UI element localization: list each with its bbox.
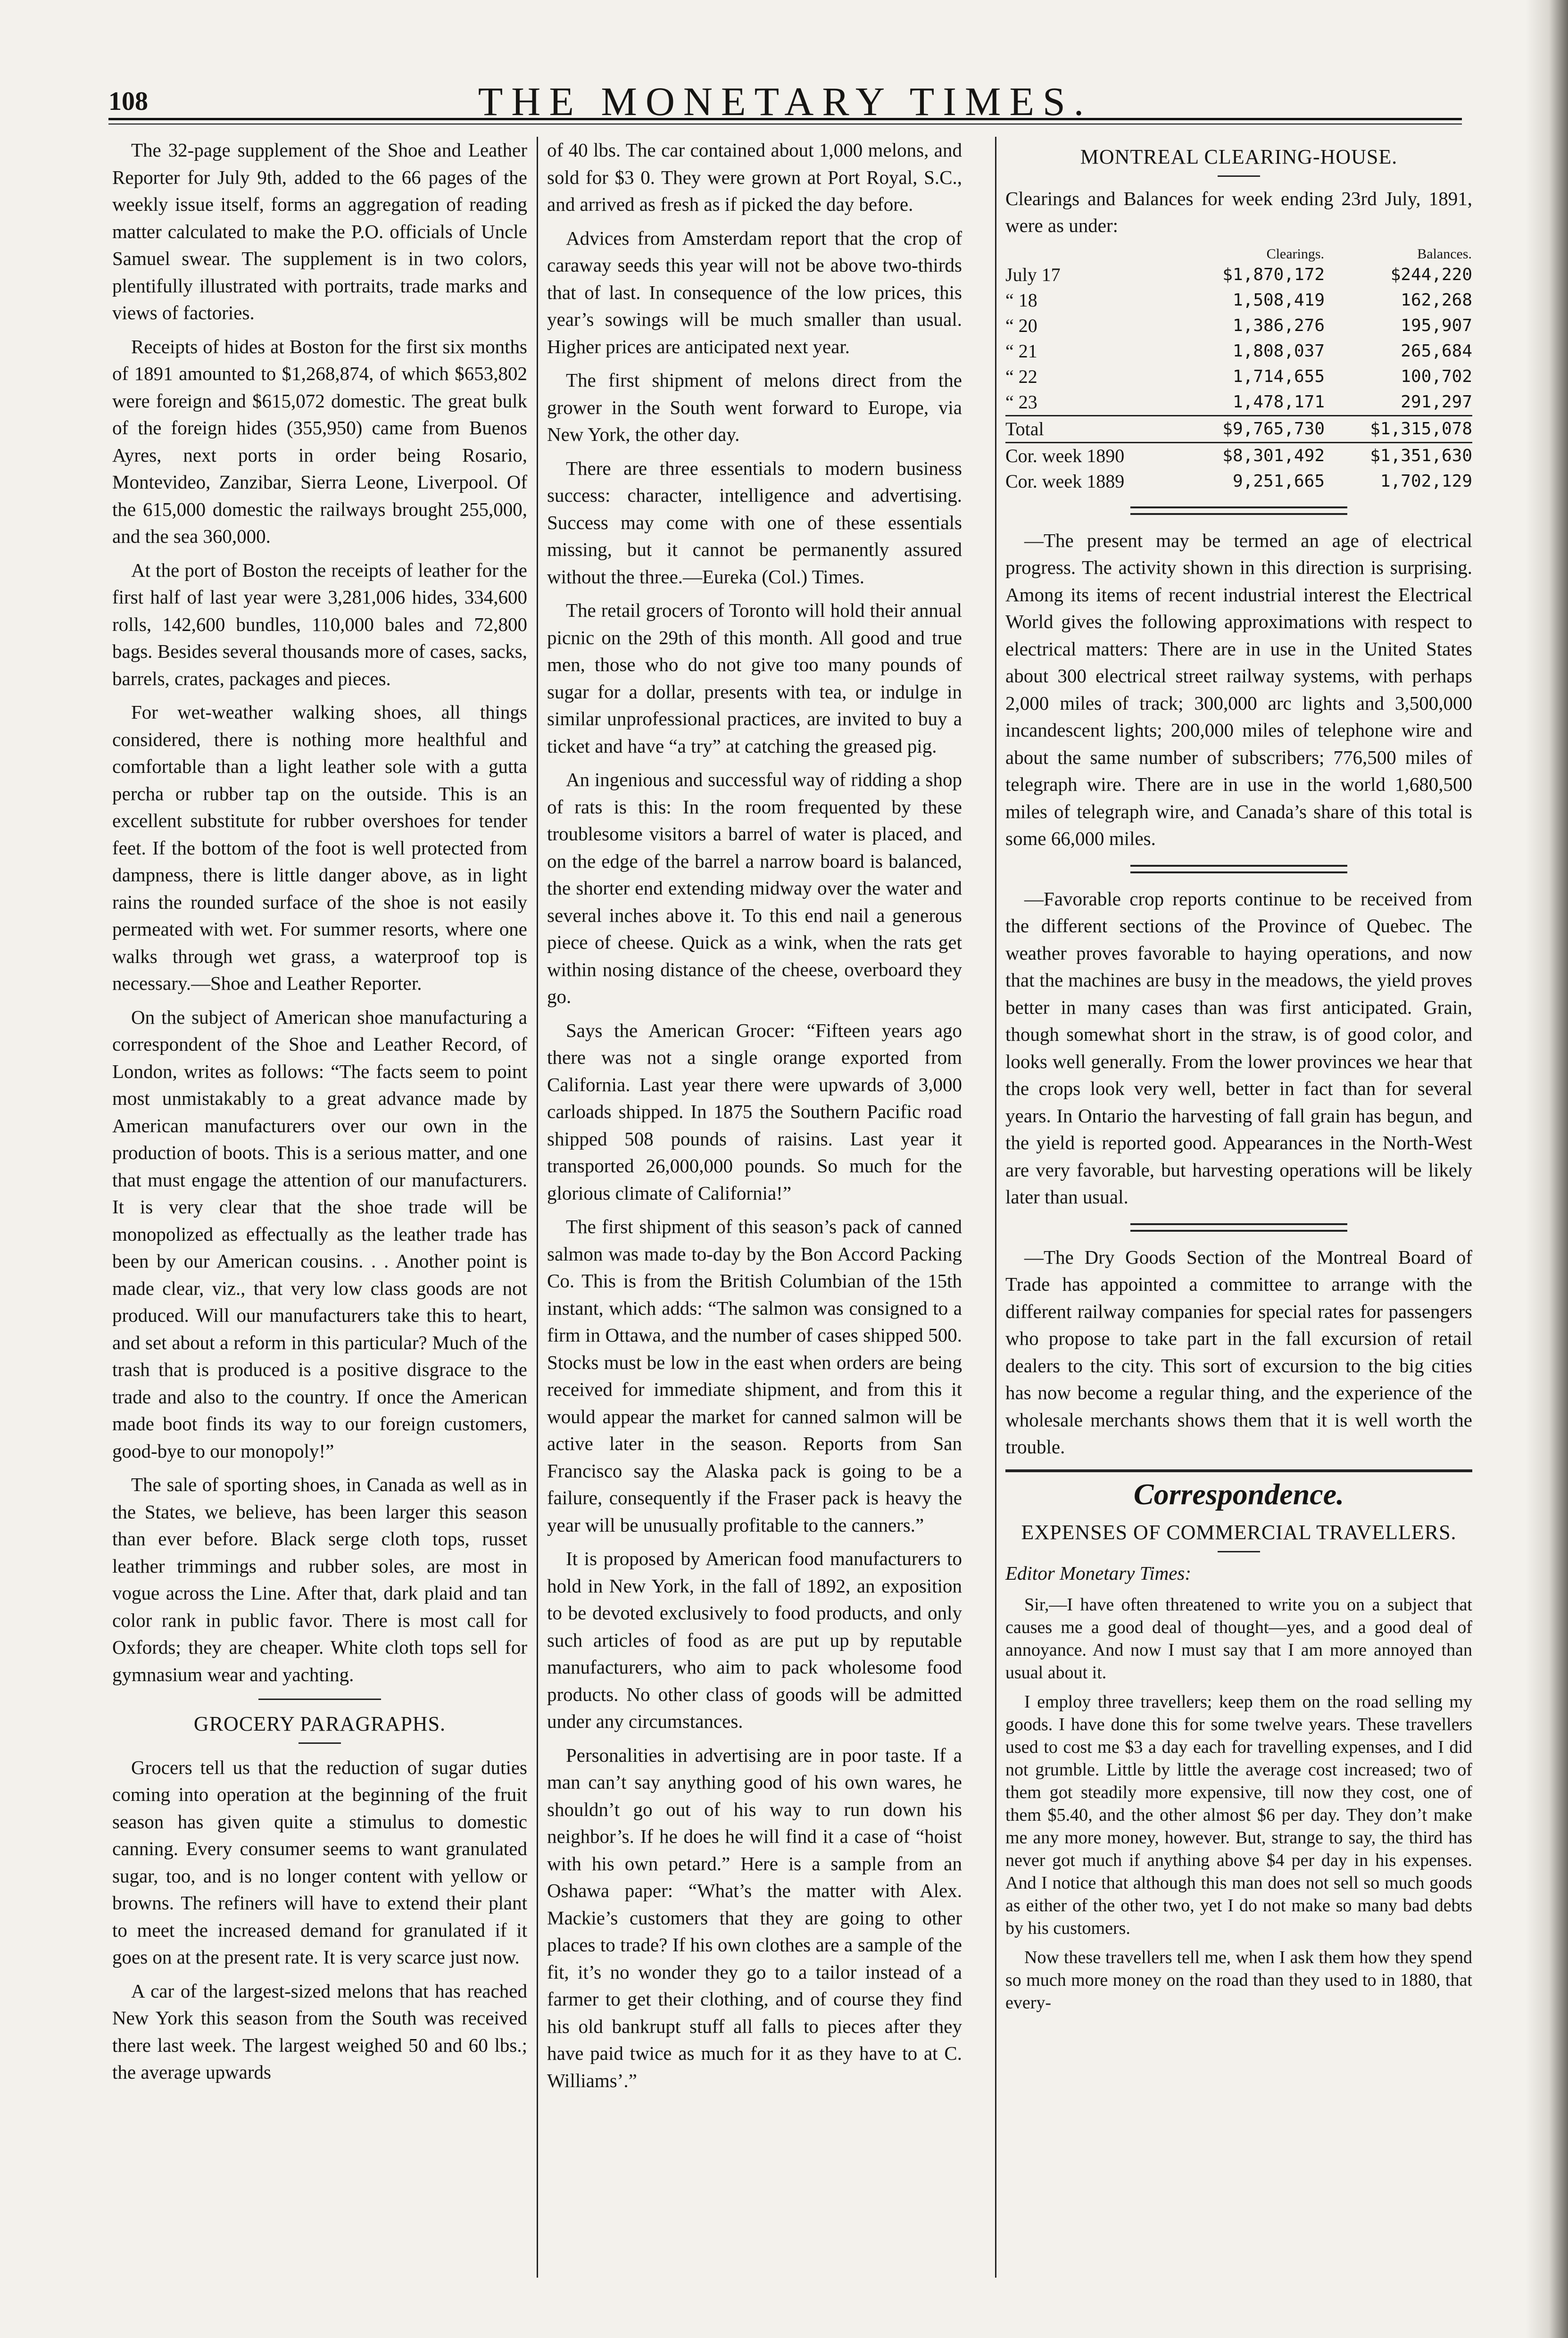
letter-paragraph: Sir,—I have often threatened to write you on a subject that causes me a good deal of thought—yes, and a good deal of annoyance. And now I must say that I am more annoyed than usual about it. [1005, 1595, 1472, 1683]
row-balances: 291,297 [1401, 392, 1472, 412]
article-paragraph: The retail grocers of Toronto will hold their annual picnic on the 29th of this month. All good and true men, those who do not give too many pounds of sugar for a dollar, presents with tea, or indulge in similar unprofessional practices, are invited to buy a ticket and have “a try” at catching the greased pig. [547, 599, 962, 757]
section-divider [1130, 506, 1347, 515]
article-paragraph: Personalities in advertising are in poor taste. If a man can’t say anything good of his own wares, he shouldn’t go out of his way to run down his neighbor’s. If he does he will find it a case of “hoist with his own petard.” Here is a sample from an Oshawa paper: “What’s the matter with Alex. Mackie’s customers that they are going to other places to trade? If his own clothes are a sample of the fit, it’s no wonder they go to a tailor instead of a farmer to get their clothing, and of course they find his old bankrupt stuff all falls to pieces after they have paid twice as much for it as they have to at C. Williams’.” [547, 1744, 962, 2091]
row-balances: 162,268 [1401, 290, 1472, 310]
section-title-grocery: GROCERY PARAGRAPHS. [193, 1712, 446, 1735]
total-row [1005, 415, 1472, 442]
letter-paragraph: I employ three travellers; keep them on the road selling my goods. I have done this for some twelve years. These travellers used to cost me $3 a day each for travelling expenses, and I did not grumble. Little by little the average cost increased; two of them got steadily more expensive, till now they cost, one of them $5.40, and the other almost $6 per day. They don’t make me any more money, however. But, strange to say, the third has never got much if anything above $4 per day in his expenses. And I notice that although this man does not sell so much goods as either of the other two, yet I do not make so many bad debts by his customers. [1005, 1692, 1472, 1938]
row-clearings: 1,808,037 [1232, 341, 1325, 361]
scan-edge-shadow [1526, 0, 1568, 2338]
row-clearings: 1,714,655 [1232, 366, 1325, 386]
table-row [1005, 364, 1472, 390]
article-paragraph: The first shipment of this season’s pack of canned salmon was made to-day by the Bon Accord Packing Co. This is from the British Columbian of the 15th instant, which adds: “The salmon was consigned to a firm in Ottawa, and the number of cases shipped 500. Stocks must be low in the east when orders are being received for immediate shipment, and from this it would appear the market for canned salmon will be active later in the season. Reports from San Francisco say the Alaska pack is going to be a failure, consequently if the Fraser pack is heavy the year will be unusually profitable to the canners.” [547, 1216, 962, 1536]
article-paragraph: Advices from Amsterdam report that the crop of caraway seeds this year will not be above two-thirds that of last. In consequence of the low prices, this year’s sowings will be much smaller than usual. Higher prices are anticipated next year. [547, 227, 962, 357]
column-1 [112, 137, 527, 2093]
row-day: Cor. week 1890 [1005, 442, 1177, 469]
letter-salutation: Editor Monetary Times: [1005, 1562, 1192, 1584]
row-day: “ 18 [1005, 289, 1037, 311]
total-clearings: $9,765,730 [1177, 415, 1325, 442]
page-header [108, 78, 1462, 134]
article-paragraph: The first shipment of melons direct from the grower in the South went forward to Europe, via New York, the other day. [547, 369, 962, 445]
table-row [1005, 339, 1472, 364]
row-balances: 100,702 [1401, 366, 1472, 386]
column-header-clearings: Clearings. [1266, 246, 1325, 262]
page-number: 108 [108, 87, 148, 116]
row-balances: $1,351,630 [1325, 442, 1472, 469]
column-2 [547, 137, 962, 2101]
column-3 [1005, 137, 1472, 2021]
article-paragraph: It is proposed by American food manufacturers to hold in New York, in the fall of 1892, an exposition to be devoted exclusively to food products, and only such articles of food as are put up by reputable manufacturers, who aim to pack wholesome food products. No other class of goods will be admitted under any circumstances. [547, 1548, 962, 1732]
row-clearings: 1,508,419 [1232, 290, 1325, 310]
article-paragraph: The sale of sporting shoes, in Canada as well as in the States, we believe, has been larger this season than ever before. Black serge cloth tops, russet leather trimmings and rubber soles, are most in vogue across the Line. After that, dark plaid and tan color rank in public favor. There is most call for Oxfords; they are cheaper. White cloth tops sell for gymnasium wear and yachting. [112, 1474, 527, 1685]
row-day: July 17 [1005, 264, 1061, 285]
letter-title: EXPENSES OF COMMERCIAL TRAVELLERS. [1021, 1521, 1457, 1544]
section-divider [1130, 1223, 1347, 1232]
article-paragraph: At the port of Boston the receipts of leather for the first half of last year were 3,281,006 hides, 334,600 rolls, 142,600 bundles, 110,000 bales and 72,800 bags. Besides several thousands more of cases, sacks, barrels, crates, packages and pieces. [112, 559, 527, 689]
row-day: Cor. week 1889 [1005, 470, 1125, 492]
row-day: “ 22 [1005, 365, 1037, 387]
article-paragraph: Grocers tell us that the reduction of sugar duties coming into operation at the beginning of the fruit season has given quite a stimulus to domestic canning. Every consumer seems to want granulated sugar, too, and is no longer content with yellow or browns. The refiners will have to extend their plant to meet the increased demand for granulated if it goes on at the present rate. It is very scarce just now. [112, 1756, 527, 1968]
article-paragraph: For wet-weather walking shoes, all things considered, there is nothing more healthful and comfortable than a light leather sole with a gutta percha or rubber tap on the outside. This is an excellent substitute for rubber overshoes for tender feet. If the bottom of the foot is well protected from dampness, there is little danger above, as in light rains the rounded surface of the shoe is not easily permeated with wet. For summer resorts, where one walks through wet grass, a waterproof top is necessary.—Shoe and Leather Reporter. [112, 701, 527, 994]
row-clearings: $1,870,172 [1222, 265, 1325, 284]
clearing-table [1005, 246, 1472, 494]
table-row [1005, 313, 1472, 339]
row-clearings: 9,251,665 [1232, 471, 1325, 491]
letter-paragraph: Now these travellers tell me, when I ask them how they spend so much more money on the road than they used to in 1880, that every- [1005, 1948, 1472, 2013]
correspondence-banner: Correspondence. [1005, 1469, 1472, 1508]
row-balances: 265,684 [1401, 341, 1472, 361]
title-underline [1218, 1551, 1260, 1552]
clearing-intro: Clearings and Balances for week ending 23rd July, 1891, were as under: [1005, 187, 1472, 236]
row-balances: 195,907 [1401, 315, 1472, 335]
table-row [1005, 469, 1472, 494]
total-label: Total [1005, 415, 1177, 442]
column-rule-2 [995, 137, 996, 2278]
article-paragraph: The 32-page supplement of the Shoe and Leather Reporter for July 9th, added to the 66 pages of the weekly issue itself, forms an aggregation of reading matter calculated to make the P.O. officials of Uncle Samuel swear. The supplement is in two colors, plentifully illustrated with portraits, trade marks and views of factories. [112, 139, 527, 323]
article-paragraph: —Favorable crop reports continue to be received from the different sections of the Province of Quebec. The weather proves favorable to haying operations, and now that the machines are busy in the meadows, the yield proves better in many cases than was first anticipated. Grain, though somewhat short in the straw, is of good color, and looks well generally. From the lower provinces we hear that the crops look very well, better in fact than for several years. In Ontario the harvesting of fall grain has begun, and the yield is reported good. Appearances in the North-West are very favorable, but harvesting operations will be likely later than usual. [1005, 887, 1472, 1208]
table-header-row [1005, 246, 1472, 262]
article-paragraph: There are three essentials to modern business success: character, intelligence and advertising. Success may come with one of these essentials missing, but it cannot be permanently assured without the three.—Eureka (Col.) Times. [547, 457, 962, 588]
table-row [1005, 390, 1472, 416]
article-paragraph: A car of the largest-sized melons that has reached New York this season from the South was received there last week. The largest weighed 50 and 60 lbs.; the average upwards [112, 1980, 527, 2083]
row-day: “ 20 [1005, 315, 1037, 336]
section-title-clearing-house: MONTREAL CLEARING-HOUSE. [1080, 145, 1398, 168]
row-clearings: 1,478,171 [1232, 392, 1325, 412]
title-underline [1218, 175, 1260, 177]
title-underline [299, 1742, 341, 1744]
table-row [1005, 442, 1472, 469]
article-paragraph: Says the American Grocer: “Fifteen years ago there was not a single orange exported from California. Last year there were upwards of 3,000 carloads shipped. In 1875 the Southern Pacific road shipped 508 pounds of raisins. Last year it transported 26,000,000 pounds. So much for the glorious climate of California!” [547, 1019, 962, 1204]
section-divider [1130, 865, 1347, 873]
article-paragraph: —The Dry Goods Section of the Montreal Board of Trade has appointed a committee to arrange with the different railway companies for special rates for passengers who propose to take part in the fall excursion of retail dealers to the city. This sort of excursion to the big cities has now become a regular thing, and the experience of the wholesale merchants shows them that it is well worth the trouble. [1005, 1246, 1472, 1458]
article-paragraph: On the subject of American shoe manufacturing a correspondent of the Shoe and Leather Record, of London, writes as follows: “The facts seem to point most unmistakably to a great advance made by American manufacturers over our own in the production of boots. This is a serious matter, and one that must engage the attention of our manufacturers. It is very clear that the shoe trade will be monopolized as effectually as the leather trade has been by our American cousins. . . Another point is made clear, viz., that very low class goods are not produced. Will our manufacturers take this to heart, and set about a reform in this particular? Much of the trash that is produced is a positive disgrace to the trade and also to the country. If once the American made boot finds its way to our foreign customers, good-bye to our monopoly!” [112, 1006, 527, 1462]
article-paragraph: Receipts of hides at Boston for the first six months of 1891 amounted to $1,268,874, of which $653,802 were foreign and $615,072 domestic. The great bulk of the foreign hides (355,950) came from Buenos Ayres, next ports in order being Rosario, Montevideo, Zanzibar, Sierra Leone, Liverpool. Of the 615,000 domestic the railways brought 255,000, and the sea 360,000. [112, 335, 527, 547]
row-day: “ 23 [1005, 391, 1037, 413]
row-balances: 1,702,129 [1380, 471, 1472, 491]
header-rule [108, 118, 1462, 124]
article-paragraph: —The present may be termed an age of electrical progress. The activity shown in this direction is surprising. Among its items of recent industrial interest the Electrical World gives the following approximations with respect to electrical matters: There are in use in the United States about 300 electrical street railway systems, with perhaps 2,000 miles of track; 300,000 arc lights and 3,500,000 incandescent lights; 200,000 miles of telephone wire and about the same number of subscribers; 776,500 miles of telegraph wire. There are in use in the world 1,680,500 miles of telegraph wire, and Canada’s share of this total is some 66,000 miles. [1005, 529, 1472, 849]
column-rule-1 [537, 137, 538, 2278]
row-clearings: 1,386,276 [1232, 315, 1325, 335]
row-clearings: $8,301,492 [1177, 442, 1325, 469]
masthead-title: THE MONETARY TIMES. [478, 79, 1093, 124]
row-balances: $244,220 [1390, 265, 1472, 284]
row-day: “ 21 [1005, 340, 1037, 362]
table-row [1005, 288, 1472, 313]
article-paragraph: An ingenious and successful way of ridding a shop of rats is this: In the room frequented by these troublesome visitors a barrel of water is placed, and on the edge of the barrel a narrow board is balanced, the shorter end extending midway over the water and several inches above it. To this end nail a generous piece of cheese. Quick as a wink, when the rats get within nosing distance of the cheese, overboard they go. [547, 769, 962, 1007]
table-row [1005, 262, 1472, 288]
section-divider [258, 1699, 381, 1700]
total-balances: $1,315,078 [1325, 415, 1472, 442]
article-paragraph: of 40 lbs. The car contained about 1,000 melons, and sold for $3 0. They were grown at Port Royal, S.C., and arrived as fresh as if picked the day before. [547, 139, 962, 215]
column-header-balances: Balances. [1417, 246, 1472, 262]
